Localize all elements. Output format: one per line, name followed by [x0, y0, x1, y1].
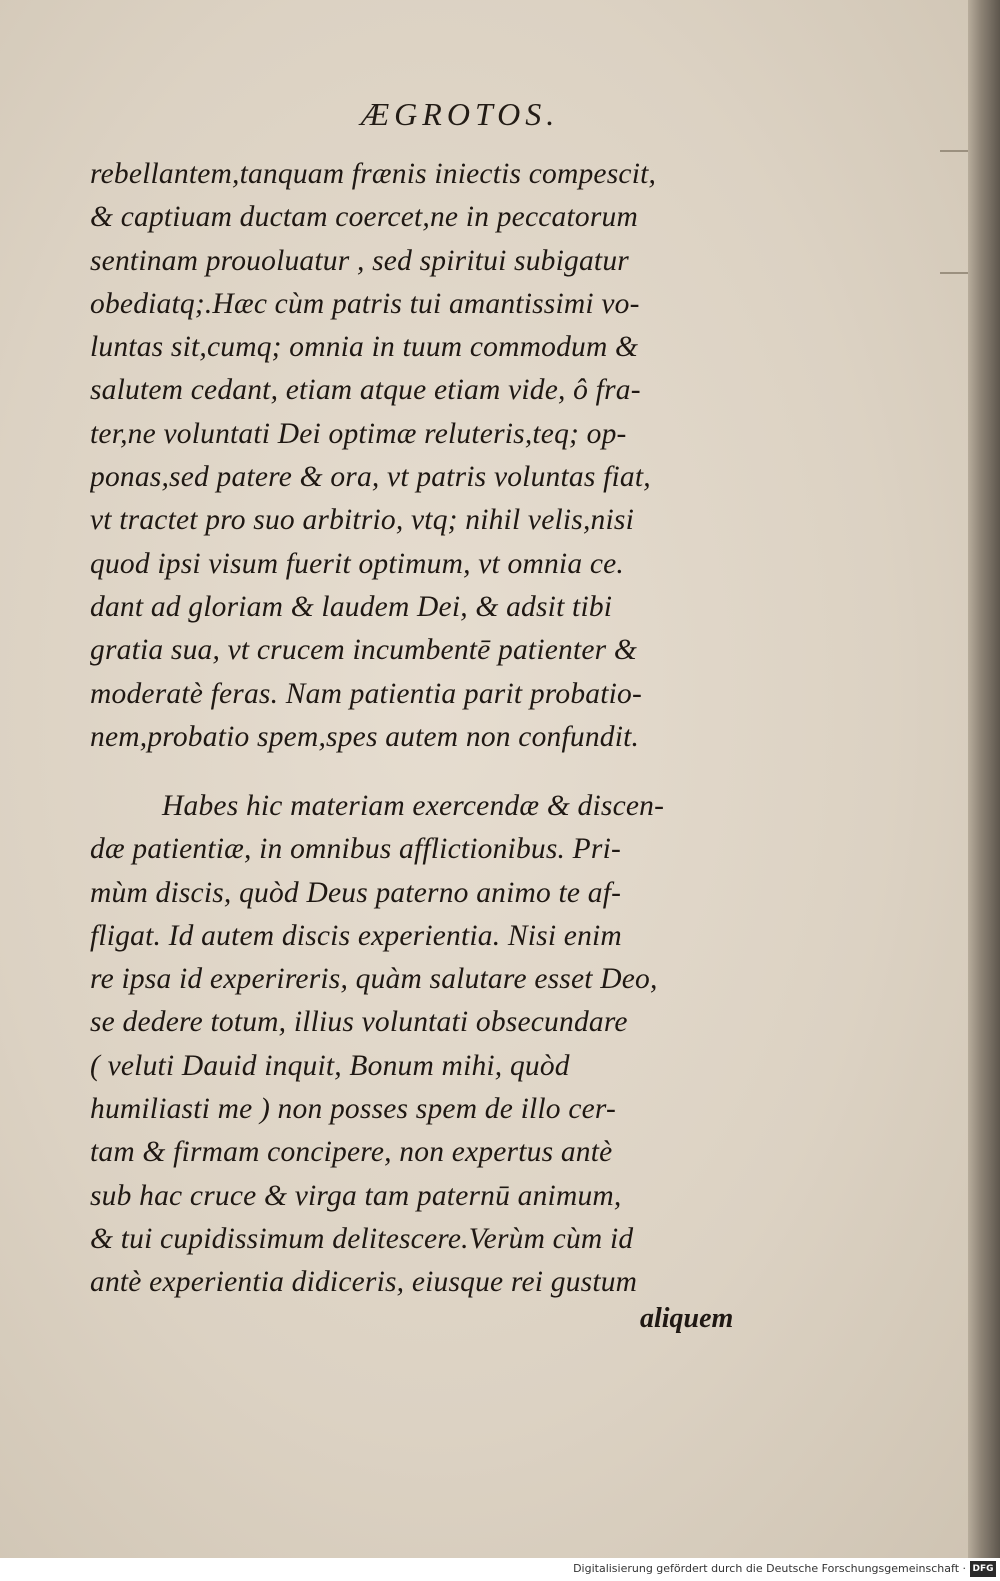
- page-curl-shadow: [940, 150, 968, 274]
- text-line: & tui cupidissimum delitescere.Verùm cùm id: [90, 1222, 634, 1255]
- text-line: rebellantem,tanquam frænis iniectis compescit,: [90, 158, 657, 190]
- text-line: humiliasti me ) non posses spem de illo cer-: [90, 1093, 617, 1126]
- footer-bar: [0, 1558, 1000, 1581]
- paragraph-1: [90, 153, 770, 759]
- text-line: fligat. Id autem discis experientia. Nisi enim: [90, 919, 622, 952]
- text-line: antè experientia didiceris, eiusque rei gustum: [90, 1266, 638, 1299]
- text-line: ponas,sed patere & ora, vt patris voluntas fiat,: [90, 461, 651, 494]
- text-line: luntas sit,cumq; omnia in tuum commodum &: [90, 331, 639, 364]
- text-line: sub hac cruce & virga tam paternū animum,: [90, 1179, 622, 1212]
- text-line: re ipsa id experireris, quàm salutare esset Deo,: [90, 963, 658, 996]
- text-line: sentinam prouoluatur , sed spiritui subigatur: [90, 244, 629, 277]
- text-line: mùm discis, quòd Deus paterno animo te af-: [90, 876, 622, 909]
- text-line: moderatè feras. Nam patientia parit probatio-: [90, 677, 642, 710]
- text-line: & captiuam ductam coercet,ne in peccatorum: [90, 201, 638, 234]
- text-line: obediatq;.Hæc cùm patris tui amantissimi vo-: [90, 287, 640, 320]
- text-line: gratia sua, vt crucem incumbentē patienter &: [90, 634, 638, 667]
- text-line: dant ad gloriam & laudem Dei, & adsit tibi: [90, 590, 613, 623]
- running-title: ÆGROTOS.: [360, 96, 560, 132]
- book-edge: [968, 0, 1000, 1558]
- text-line: salutem cedant, etiam atque etiam vide, ô fra-: [90, 374, 641, 407]
- paragraph-2: [90, 785, 770, 1305]
- text-line: vt tractet pro suo arbitrio, vtq; nihil velis,nisi: [90, 504, 634, 537]
- text-line: Habes hic materiam exercendæ & discen-: [162, 790, 665, 822]
- dfg-logo-icon: DFG: [970, 1561, 996, 1577]
- text-line: se dedere totum, illius voluntati obsecundare: [90, 1006, 628, 1039]
- text-line: ( veluti Dauid inquit, Bonum mihi, quòd: [90, 1049, 570, 1082]
- text-line: nem,probatio spem,spes autem non confundit.: [90, 720, 640, 753]
- text-line: tam & firmam concipere, non expertus antè: [90, 1136, 613, 1169]
- text-line: quod ipsi visum fuerit optimum, vt omnia ce.: [90, 547, 625, 580]
- text-line: ter,ne voluntati Dei optimæ reluteris,teq; op-: [90, 417, 627, 450]
- digitization-note: Digitalisierung gefördert durch die Deutsche Forschungsgemeinschaft ·: [573, 1562, 966, 1575]
- catchword: aliquem: [640, 1303, 734, 1334]
- text-line: dæ patientiæ, in omnibus afflictionibus. Pri-: [90, 833, 621, 866]
